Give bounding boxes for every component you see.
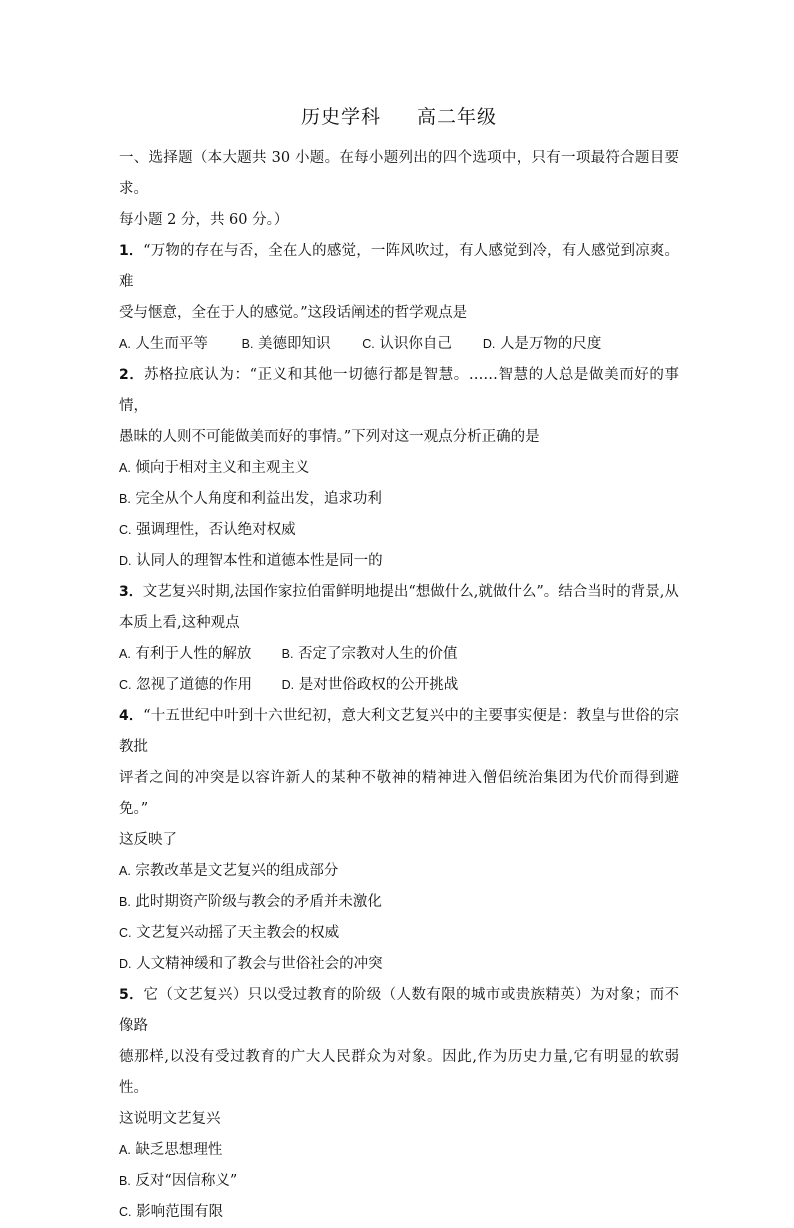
- question-stem-line: 德那样,以没有受过教育的广大人民群众为对象。因此,作为历史力量,它有明显的软弱性。: [119, 1049, 679, 1096]
- question-3: [119, 577, 679, 701]
- option-text: 人文精神缓和了教会与世俗社会的冲突: [136, 956, 383, 972]
- option-text: 人是万物的尺度: [499, 336, 602, 352]
- question-stem-line: 这说明文艺复兴: [119, 1111, 221, 1127]
- option-b[interactable]: [119, 484, 679, 515]
- option-text: 认识你自己: [379, 336, 452, 352]
- option-letter: B.: [119, 1174, 131, 1188]
- question-stem-line: [119, 980, 679, 1042]
- option-c[interactable]: [362, 329, 478, 360]
- option-d[interactable]: [483, 329, 602, 360]
- stem-text: 苏格拉底认为：“正义和其他一切德行都是智慧。……智慧的人总是做美而好的事情，: [119, 367, 679, 414]
- question-stem-line: 这反映了: [119, 832, 177, 848]
- option-b[interactable]: [119, 1166, 679, 1197]
- option-text: 完全从个人角度和利益出发，追求功利: [135, 491, 382, 507]
- option-a[interactable]: [119, 856, 679, 887]
- option-text: 强调理性，否认绝对权威: [136, 522, 296, 538]
- option-letter: C.: [119, 523, 132, 537]
- option-text: 此时期资产阶级与教会的矛盾并未激化: [135, 894, 382, 910]
- question-4: [119, 701, 679, 980]
- section-heading-line: 每小题 2 分，共 60 分。）: [119, 212, 289, 228]
- option-c[interactable]: [119, 1197, 679, 1228]
- option-c[interactable]: [119, 670, 277, 701]
- option-b[interactable]: [282, 639, 458, 670]
- option-a[interactable]: [119, 453, 679, 484]
- option-letter: D.: [482, 337, 496, 351]
- option-text: 是对世俗政权的公开挑战: [298, 677, 459, 693]
- question-5: [119, 980, 679, 1228]
- option-letter: C.: [362, 337, 375, 351]
- option-c[interactable]: [119, 918, 679, 949]
- question-number: 3．: [119, 584, 143, 600]
- option-letter: D.: [281, 678, 295, 692]
- option-letter: C.: [119, 678, 132, 692]
- stem-text: 它（文艺复兴）只以受过教育的阶级（人数有限的城市或贵族精英）为对象；而不像路: [119, 987, 679, 1034]
- option-letter: B.: [241, 337, 254, 351]
- option-text: 忽视了道德的作用: [136, 677, 253, 693]
- option-letter: B.: [281, 647, 294, 661]
- option-letter: A.: [119, 461, 131, 475]
- option-c[interactable]: [119, 515, 679, 546]
- option-letter: A.: [119, 864, 131, 878]
- question-stem-line: [119, 360, 679, 422]
- question-stem-line: 愚昧的人则不可能做美而好的事情。”下列对这一观点分析正确的是: [119, 429, 540, 445]
- option-letter: B.: [119, 895, 131, 909]
- question-stem-line: [119, 577, 679, 608]
- question-stem-line: 评者之间的冲突是以容许新人的某种不敬神的精神进入僧侣统治集团为代价而得到避免。”: [119, 770, 679, 817]
- stem-text: “十五世纪中叶到十六世纪初，意大利文艺复兴中的主要事实便是：教皇与世俗的宗教批: [119, 708, 679, 755]
- option-text: 否定了宗教对人生的价值: [298, 646, 458, 662]
- option-text: 文艺复兴动摇了天主教会的权威: [136, 925, 340, 941]
- option-letter: A.: [119, 337, 131, 351]
- question-number: 5．: [119, 987, 144, 1003]
- option-a[interactable]: [119, 1135, 679, 1166]
- option-text: 影响范围有限: [136, 1204, 224, 1220]
- title-subject: 历史学科: [300, 106, 381, 128]
- option-letter: C.: [119, 1205, 132, 1219]
- option-d[interactable]: [282, 670, 459, 701]
- option-text: 人生而平等: [135, 336, 208, 352]
- option-text: 缺乏思想理性: [135, 1142, 223, 1158]
- question-1: [119, 236, 679, 360]
- option-a[interactable]: [119, 329, 237, 360]
- stem-text: 文艺复兴时期,法国作家拉伯雷鲜明地提出“想做什么,就做什么”。结合当时的背景,从: [142, 584, 679, 600]
- option-text: 宗教改革是文艺复兴的组成部分: [135, 863, 339, 879]
- question-2: [119, 360, 679, 577]
- option-letter: A.: [119, 647, 131, 661]
- question-stem-line: [119, 236, 679, 298]
- options-row: [119, 329, 679, 360]
- option-text: 倾向于相对主义和主观主义: [135, 460, 310, 476]
- option-text: 反对“因信称义”: [135, 1173, 238, 1189]
- option-d[interactable]: [119, 949, 679, 980]
- question-stem-line: [119, 701, 679, 763]
- question-stem-line: 受与惬意，全在于人的感觉。”这段话阐述的哲学观点是: [119, 305, 468, 321]
- option-letter: C.: [119, 926, 132, 940]
- option-letter: D.: [119, 554, 132, 568]
- option-text: 美德即知识: [258, 336, 331, 352]
- option-text: 有利于人性的解放: [135, 646, 252, 662]
- title-grade: 高二年级: [417, 106, 498, 128]
- option-d[interactable]: [119, 546, 679, 577]
- option-letter: D.: [119, 957, 132, 971]
- section-heading-line: 一、选择题（本大题共 30 小题。在每小题列出的四个选项中，只有一项最符合题目要求。: [119, 150, 679, 197]
- option-letter: A.: [119, 1143, 131, 1157]
- question-number: 4．: [119, 708, 144, 724]
- option-text: 认同人的理智本性和道德本性是同一的: [136, 553, 383, 569]
- question-stem-line: 本质上看,这种观点: [119, 615, 240, 631]
- options-row: [119, 639, 679, 670]
- option-b[interactable]: [242, 329, 358, 360]
- option-b[interactable]: [119, 887, 679, 918]
- option-a[interactable]: [119, 639, 277, 670]
- exam-page: [119, 100, 679, 1228]
- page-title: [119, 103, 679, 131]
- option-letter: B.: [119, 492, 131, 506]
- question-number: 2．: [119, 367, 144, 383]
- options-row: [119, 670, 679, 701]
- question-number: 1．: [119, 243, 144, 259]
- stem-text: “万物的存在与否，全在人的感觉，一阵风吹过，有人感觉到冷，有人感觉到凉爽。难: [119, 243, 679, 290]
